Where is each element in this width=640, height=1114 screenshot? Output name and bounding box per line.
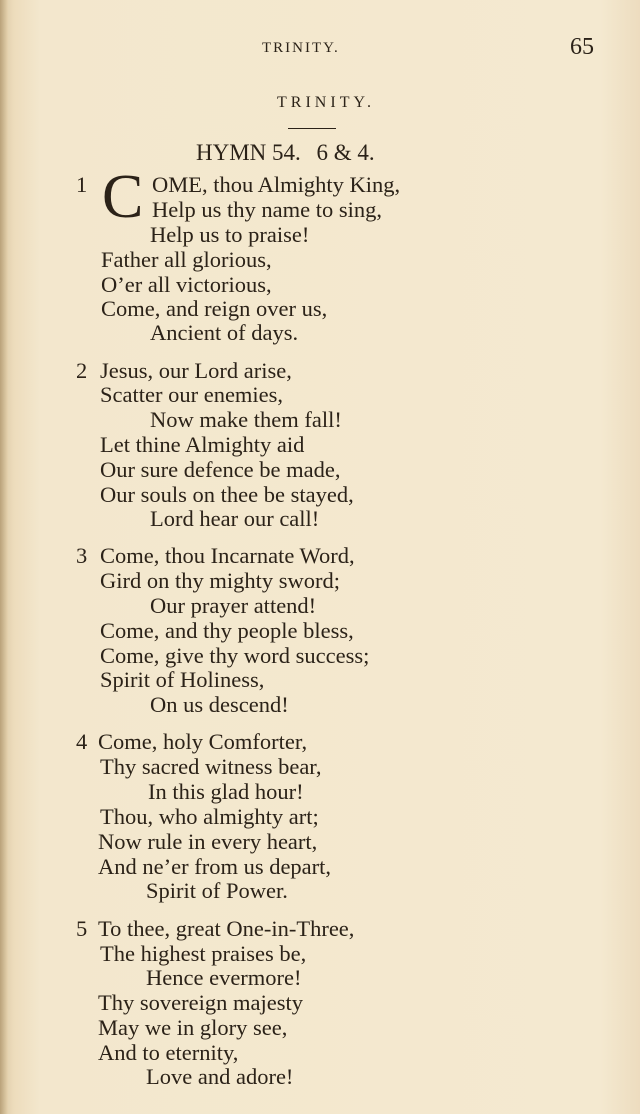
hymn-line: To thee, great One-in-Three, (98, 916, 355, 941)
hymn-line: Now make them fall! (150, 407, 342, 432)
hymn-line: The highest praises be, (100, 941, 307, 966)
hymn-meter: 6 & 4. (316, 140, 375, 165)
hymn-line: Love and adore! (146, 1064, 294, 1089)
hymn-line: Our souls on thee be stayed, (100, 482, 354, 507)
hymn-line: Lord hear our call! (150, 506, 320, 531)
hymn-line: Scatter our enemies, (100, 382, 284, 407)
drop-cap: C (102, 163, 144, 231)
section-title: TRINITY. (277, 94, 375, 111)
hymn-heading (196, 140, 385, 166)
hymn-line: Come, and reign over us, (101, 296, 328, 321)
hymn-line: O’er all victorious, (101, 272, 272, 297)
hymn-line: Come, holy Comforter, (98, 729, 308, 754)
hymn-line: Gird on thy mighty sword; (100, 568, 340, 593)
stanza-number: 1 (76, 172, 88, 197)
hymn-line: Our prayer attend! (150, 593, 317, 618)
stanza-number: 4 (76, 729, 88, 754)
hymn-line: And to eternity, (98, 1040, 239, 1065)
hymn-line: Thy sacred witness bear, (100, 754, 322, 779)
hymn-line: Come, give thy word success; (100, 643, 370, 668)
hymn-line: Father all glorious, (101, 247, 272, 272)
hymn-line: Come, and thy people bless, (100, 618, 354, 643)
hymn-line: Now rule in every heart, (98, 829, 318, 854)
hymn-line: OME, thou Almighty King, (152, 172, 401, 197)
hymn-line: Help us thy name to sing, (152, 197, 382, 222)
stanza-number: 2 (76, 358, 88, 383)
hymn-line: May we in glory see, (98, 1015, 288, 1040)
page-number: 65 (570, 34, 594, 60)
hymn-line: Thy sovereign majesty (98, 990, 303, 1015)
hymn-label: HYMN 54. (196, 140, 301, 165)
hymn-line: Come, thou Incarnate Word, (100, 543, 355, 568)
hymn-line: And ne’er from us depart, (98, 854, 332, 879)
stanza-number: 5 (76, 916, 88, 941)
hymn-line: Let thine Almighty aid (100, 432, 305, 457)
hymn-line: Spirit of Holiness, (100, 667, 265, 692)
hymn-line: In this glad hour! (148, 779, 304, 804)
hymn-line: Ancient of days. (150, 320, 299, 345)
hymn-line: Jesus, our Lord arise, (100, 358, 292, 383)
hymn-line: On us descend! (150, 692, 289, 717)
hymn-line: Help us to praise! (150, 222, 310, 247)
running-head: TRINITY. (262, 40, 340, 56)
hymn-line: Thou, who almighty art; (100, 804, 319, 829)
stanza-number: 3 (76, 543, 88, 568)
title-rule (288, 128, 336, 129)
hymn-line: Spirit of Power. (146, 878, 288, 903)
hymn-line: Hence evermore! (146, 965, 302, 990)
page-gutter (0, 0, 8, 1114)
hymn-line: Our sure defence be made, (100, 457, 341, 482)
